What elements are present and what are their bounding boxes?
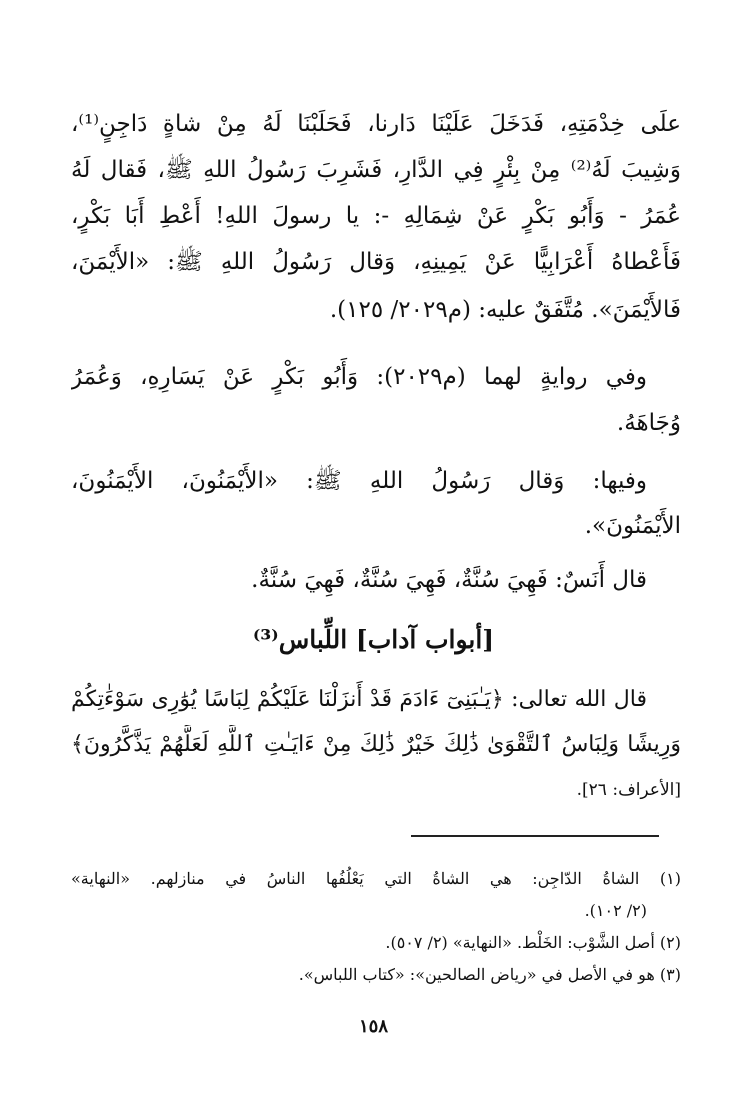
body-line-5: فَالأَيْمَنَ». مُتَّفَقٌ عليه: (م٢٠٢٩/ ١٢٥). xyxy=(329,297,681,323)
page-number: ١٥٨ xyxy=(358,1016,388,1037)
body-line-3: عُمَرُ - وَأَبُو بَكْرٍ عَنْ شِمَالِهِ -: يا رسولَ اللهِ! أَعْطِ أَبَا بَكْرٍ، xyxy=(71,203,681,229)
body-line-9: الأَيْمَنُونَ». xyxy=(584,513,681,539)
footnote-2: (٢) أصل الشَّوْب: الخَلْط. «النهاية» (٢/ ٥٠٧). xyxy=(385,933,681,952)
body-line-6: وفي روايةٍ لهما (م٢٠٢٩): وَأَبُو بَكْرٍ عَنْ يَسَارِهِ، وَعُمَرُ xyxy=(71,364,647,390)
quran-reference: [الأعراف: ٢٦]. xyxy=(576,780,681,800)
body-line-2: وَشِيبَ لَهُ⁽²⁾ مِنْ بِئْرٍ فِي الدَّارِ، فَشَرِبَ رَسُولُ اللهِ ﷺ، فَقال لَهُ xyxy=(71,157,681,183)
body-line-10: قال أَنَسٌ: فَهِيَ سُنَّةٌ، فَهِيَ سُنَّةٌ، فَهِيَ سُنَّةٌ. xyxy=(251,567,647,593)
quran-line-1: قال الله تعالى: ﴿يَـٰبَنِىٓ ءَادَمَ قَدْ أَنزَلْنَا عَلَيْكُمْ لِبَاسًا يُوَٰرِى سَوْءَٰتِكُمْ xyxy=(71,687,647,712)
footnote-1: (١) الشاةُ الدّاجِن: هي الشاةُ التي يَعْلُفُها الناسُ في منازلهم. «النهاية» xyxy=(71,869,681,888)
quran-line-2: وَرِيشًا وَلِبَاسُ ٱلتَّقْوَىٰ ذَٰلِكَ خَيْرٌ ذَٰلِكَ مِنْ ءَايَـٰتِ ٱللَّهِ لَعَلَّهُمْ يَذَّكَّرُونَ﴾ xyxy=(71,732,681,757)
footnote-1-continuation: (٢/ ١٠٢). xyxy=(584,901,647,920)
body-line-4: فَأَعْطاهُ أَعْرَابِيًّا عَنْ يَمِينِهِ، وَقال رَسُولُ اللهِ ﷺ: «الأَيْمَنَ، xyxy=(71,249,681,275)
section-heading: [أبواب آداب] اللِّباس⁽³⁾ xyxy=(252,625,495,654)
footnote-3: (٣) هو في الأصل في «رياض الصالحين»: «كتاب اللباس». xyxy=(298,965,681,984)
footnote-divider xyxy=(411,835,659,837)
body-line-1: علَى خِدْمَتِهِ، فَدَخَلَ عَلَيْنَا دَارنا، فَحَلَبْنَا لَهُ مِنْ شاةٍ دَاجِنٍ⁽¹⁾، xyxy=(71,111,681,137)
body-line-7: وُجَاهَهُ. xyxy=(616,410,681,436)
body-line-8: وفيها: وَقال رَسُولُ اللهِ ﷺ: «الأَيْمَنُونَ، الأَيْمَنُونَ، xyxy=(71,468,647,494)
